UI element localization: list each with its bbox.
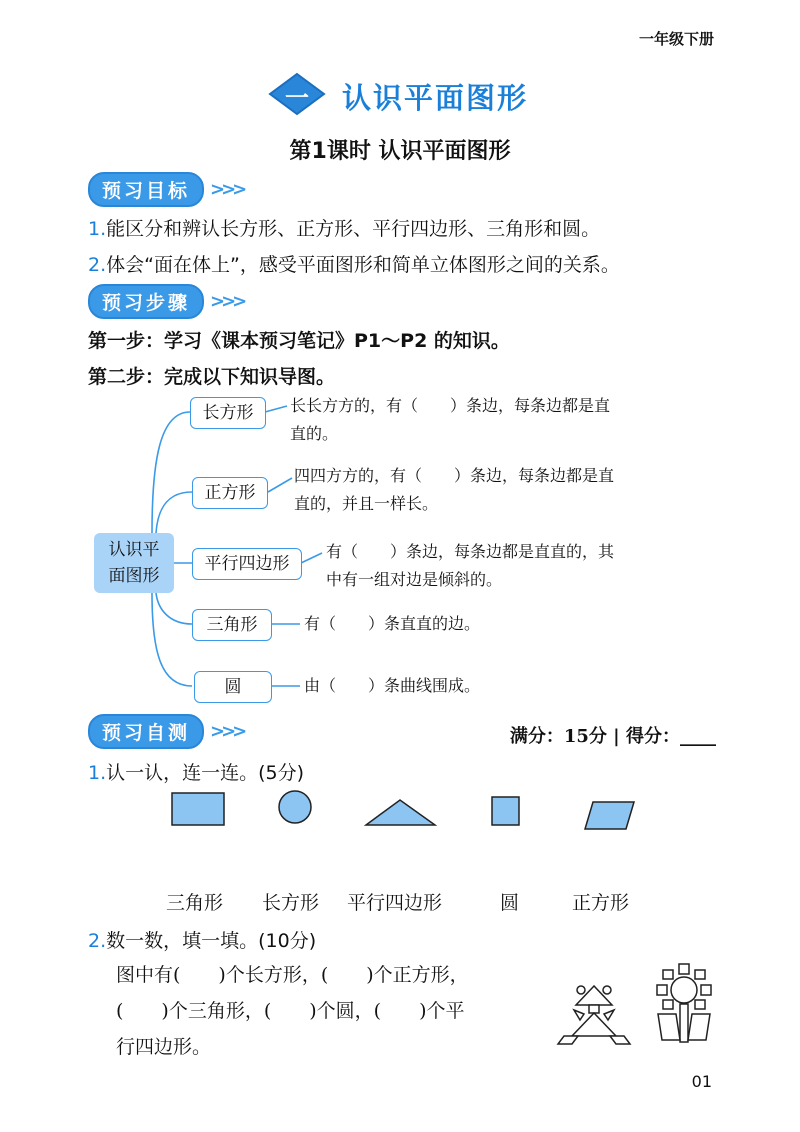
goal-item xyxy=(88,250,620,277)
fig-leaf-right xyxy=(688,1014,710,1040)
section-goals-label: 预习目标 xyxy=(88,172,204,207)
shape-name: 正方形 xyxy=(572,892,630,914)
q2-line: 图中有( )个长方形，( )个正方形， xyxy=(116,964,469,986)
node-circle-desc xyxy=(304,672,480,700)
fig-head-triangle xyxy=(576,986,612,1005)
shape-triangle xyxy=(366,800,435,825)
step-2: 第二步：完成以下知识导图。 xyxy=(88,366,336,388)
mindmap-center-line2: 面图形 xyxy=(108,566,160,586)
question-num: 1. xyxy=(88,762,107,784)
shape-name: 圆 xyxy=(500,892,520,914)
desc-line: 由（ ）条曲线围成。 xyxy=(304,676,481,695)
goal-num: 2. xyxy=(88,254,107,276)
shape-square xyxy=(492,797,519,825)
goal-text: 体会“面在体上”，感受平面图形和简单立体图形之间的关系。 xyxy=(106,254,620,276)
node-triangle-desc xyxy=(304,610,480,638)
arrows-icon: >>> xyxy=(210,720,244,742)
node-triangle: 三角形 xyxy=(192,609,272,641)
desc-line: 长长方方的，有（ ）条边，每条边都是直 xyxy=(290,396,611,415)
q2-line: 行四边形。 xyxy=(116,1036,212,1058)
unit-badge-number: 一 xyxy=(285,84,309,112)
mindmap-center-line1: 认识平 xyxy=(108,540,160,560)
desc-line: 直的，并且一样长。 xyxy=(294,494,439,513)
score-line: 满分：15分 | 得分：____ xyxy=(509,726,716,747)
shape-name: 长方形 xyxy=(262,892,320,914)
desc-line: 有（ ）条直直的边。 xyxy=(304,614,481,633)
shape-parallelogram xyxy=(585,802,634,829)
node-parallelogram-desc xyxy=(326,538,614,594)
section-goals xyxy=(88,174,243,204)
fig-leaf-left xyxy=(658,1014,680,1040)
goal-item xyxy=(88,214,600,241)
fig-petal xyxy=(695,1000,705,1009)
fig-ear-left xyxy=(577,986,585,994)
fig-ear-right xyxy=(603,986,611,994)
unit-title: 认识平面图形 xyxy=(342,81,529,115)
fig-foot-left xyxy=(558,1036,578,1044)
desc-line: 直的。 xyxy=(290,424,339,443)
fig-petal xyxy=(679,964,689,974)
arrows-icon: >>> xyxy=(210,290,244,312)
q2-line: ( )个三角形，( )个圆，( )个平 xyxy=(116,1000,465,1022)
question-num: 2. xyxy=(88,930,107,952)
node-parallelogram: 平行四边形 xyxy=(192,548,302,580)
fig-flower-circle xyxy=(671,977,697,1003)
section-selftest xyxy=(88,716,243,746)
shape-rectangle xyxy=(172,793,224,825)
fig-arm-right xyxy=(604,1010,614,1020)
desc-line: 有（ ）条边，每条边都是直直的，其 xyxy=(326,542,615,561)
section-steps xyxy=(88,286,243,316)
page-number: 01 xyxy=(691,1072,712,1091)
fig-foot-right xyxy=(610,1036,630,1044)
fig-petal xyxy=(657,985,667,995)
unit-badge xyxy=(268,72,326,116)
question-text: 认一认，连一连。(5分) xyxy=(106,762,305,784)
question-2 xyxy=(88,926,316,953)
goal-text: 能区分和辨认长方形、正方形、平行四边形、三角形和圆。 xyxy=(106,218,601,240)
fig-petal xyxy=(701,985,711,995)
node-rectangle: 长方形 xyxy=(190,397,266,429)
fig-petal xyxy=(695,970,705,979)
question-1 xyxy=(88,758,304,785)
fig-stem xyxy=(680,1004,688,1042)
arrows-icon: >>> xyxy=(210,178,244,200)
section-steps-label: 预习步骤 xyxy=(88,284,204,319)
goal-num: 1. xyxy=(88,218,107,240)
node-square-desc xyxy=(294,462,614,518)
desc-line: 中有一组对边是倾斜的。 xyxy=(326,570,503,589)
shape-name: 三角形 xyxy=(166,892,224,914)
fig-arm-left xyxy=(574,1010,584,1020)
node-square: 正方形 xyxy=(192,477,268,509)
node-circle: 圆 xyxy=(194,671,272,703)
node-rectangle-desc xyxy=(290,392,610,448)
question-text: 数一数，填一填。(10分) xyxy=(106,930,317,952)
fig-petal xyxy=(663,1000,673,1009)
fig-body-triangle xyxy=(572,1013,616,1036)
mindmap-center xyxy=(94,533,174,593)
desc-line: 四四方方的，有（ ）条边，每条边都是直 xyxy=(294,466,615,485)
section-selftest-label: 预习自测 xyxy=(88,714,204,749)
shape-name: 平行四边形 xyxy=(347,892,443,914)
shape-circle xyxy=(279,791,311,823)
fig-neck-square xyxy=(589,1005,599,1013)
fig-petal xyxy=(663,970,673,979)
lesson-title: 第1课时 认识平面图形 xyxy=(289,139,511,164)
grade-label: 一年级下册 xyxy=(638,30,714,48)
step-1: 第一步：学习《课本预习笔记》P1～P2 的知识。 xyxy=(88,330,510,352)
